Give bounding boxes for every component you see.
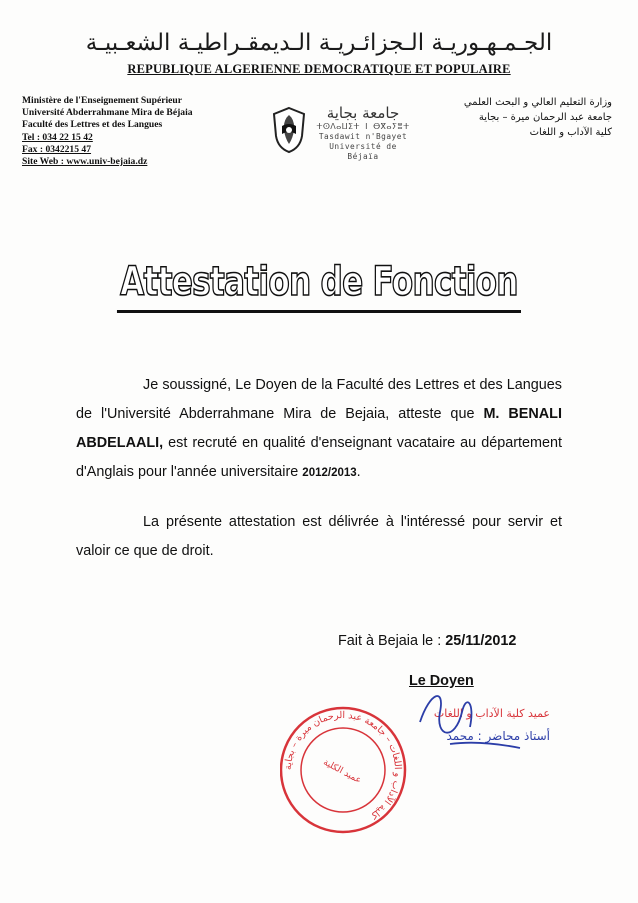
- issue-date-value: 25/11/2012: [445, 633, 517, 649]
- website-line: Site Web : www.univ-bejaia.dz: [22, 156, 148, 168]
- french-republic-title: REPUBLIQUE ALGERIENNE DEMOCRATIQUE ET POPULAIRE: [127, 62, 511, 76]
- stamp-center-text: عميد الكلية: [321, 757, 363, 786]
- university-logo-tifinagh: ⵜⵙⴷⴰⵡⵉⵜ ⵏ ⴱⴳⴰⵢⴻⵜ: [316, 122, 410, 131]
- ministry-line-ar: وزارة التعليم العالي و البحث العلمي: [463, 97, 612, 108]
- document-title-text: Attestation de Fonction: [117, 256, 521, 313]
- issue-date: [338, 633, 516, 649]
- paragraph-2-text: La présente attestation est délivrée à l'intéressé pour servir et valoir ce que de droit.: [76, 514, 562, 559]
- faculty-line: Faculté des Lettres et des Langues: [22, 119, 163, 131]
- fax-line: Fax : 0342215 47: [22, 143, 92, 155]
- paragraph-1-role: est recruté en qualité d'enseignant vacataire au département d'Anglais pour l'année universitaire: [76, 435, 562, 480]
- handwritten-title: عميد كلية الآداب و اللغات: [433, 707, 550, 720]
- round-stamp-icon: [281, 708, 405, 832]
- arabic-republic-title: الجـمـهـوريـة الـجزائـريـة الـديمقـراطيـة الشعـبيـة: [85, 30, 553, 56]
- document-title: [0, 256, 638, 313]
- handwritten-signature-icon: [420, 696, 550, 748]
- university-logo: [313, 104, 413, 162]
- university-line-ar: جامعة عبد الرحمان ميرة – بجاية: [478, 112, 612, 123]
- stamp-ring-text: كلية الآداب و اللغات – جامعة عبد الرحمان ميرة – بجاية: [282, 709, 404, 821]
- faculty-line-ar: كلية الآداب و اللغات: [529, 127, 612, 138]
- paragraph-1-intro: Je soussigné, Le Doyen de la Faculté des Lettres et des Langues de l'Université Abderrahmane Mira de Bejaia, atteste que: [76, 377, 562, 422]
- university-logo-arabic: جامعة بجاية: [326, 104, 400, 122]
- paragraph-1-end: .: [356, 464, 361, 480]
- issue-date-label: Fait à Bejaia le :: [338, 633, 446, 649]
- attestation-paragraph: [76, 371, 562, 488]
- purpose-paragraph: [76, 508, 562, 566]
- algeria-emblem-icon: [272, 106, 306, 154]
- signatory-role: Le Doyen: [409, 673, 474, 689]
- university-line: Université Abderrahmane Mira de Béjaia: [22, 107, 193, 119]
- ministry-line: Ministère de l'Enseignement Supérieur: [22, 95, 182, 106]
- university-logo-berber: Tasdawit n'Bgayet: [318, 132, 408, 141]
- employee-name: M. BENALI ABDELAALI,: [76, 406, 562, 451]
- institution-header-fr: [22, 95, 262, 168]
- institution-header-ar: [412, 95, 612, 140]
- academic-year: 2012/2013: [302, 467, 357, 479]
- official-stamp-signature: [280, 682, 560, 857]
- tel-line: Tel : 034 22 15 42: [22, 131, 93, 143]
- handwritten-name: أستاذ محاضر : محمد: [446, 729, 550, 743]
- university-logo-french: Université de Béjaïa: [329, 142, 397, 161]
